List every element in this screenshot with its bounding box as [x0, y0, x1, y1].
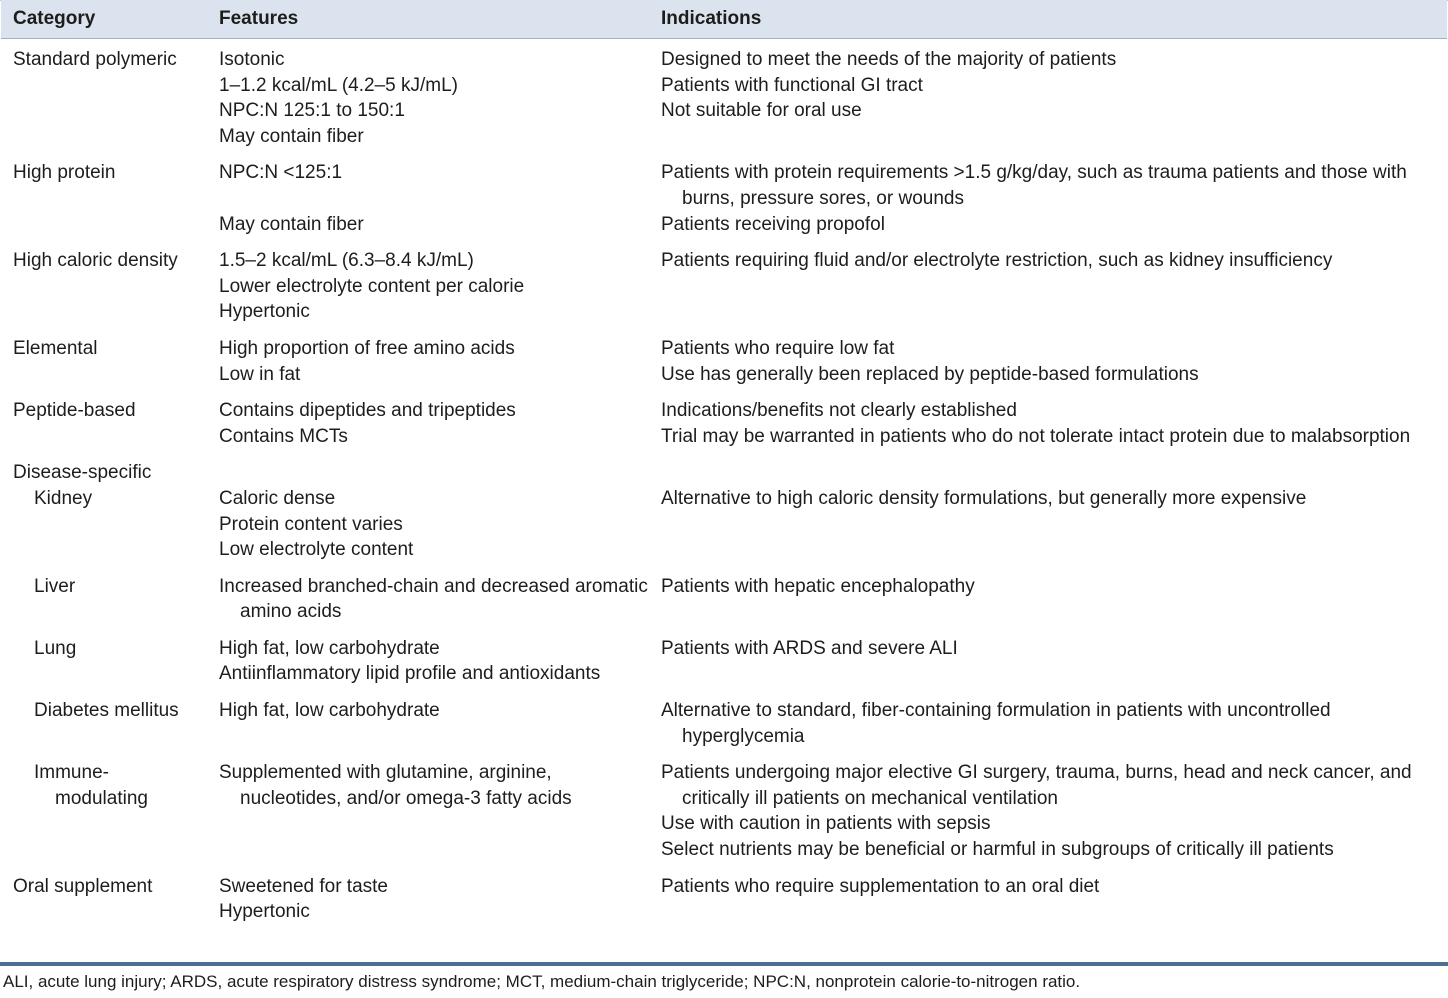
features-cell: Sweetened for taste Hypertonic: [219, 875, 388, 923]
category-cell: Oral supplement: [13, 875, 153, 897]
table-row: [1, 690, 1447, 752]
category-cell: Immune- modulating: [34, 762, 148, 809]
features-cell: NPC:N <125:1 May contain fiber: [219, 162, 364, 235]
features-cell: 1.5–2 kcal/mL (6.3–8.4 kJ/mL) Lower electrolyte content per calorie Hypertonic: [219, 250, 525, 323]
data-table: [1, 0, 1447, 928]
table-row: [1, 486, 1447, 566]
features-cell: Increased branched-chain and decreased aromatic amino acids: [219, 575, 648, 623]
category-cell: High caloric density: [13, 250, 178, 272]
indications-cell: Patients requiring fluid and/or electrolyte restriction, such as kidney insufficiency: [661, 250, 1333, 272]
column-header-features: Features: [207, 0, 649, 39]
indications-cell: Patients with protein requirements >1.5 g/kg/day, such as trauma patients and those with burns, pressure sores, or wounds Patients receiving propofol: [661, 162, 1407, 235]
table-row: [1, 240, 1447, 328]
indications-cell: Patients undergoing major elective GI surgery, trauma, burns, head and neck cancer, and critically ill patients on mechanical ventilation Use with caution in patients with sepsis Select nutrients may be beneficial or harmful in subgroups of critically ill patients: [661, 762, 1412, 861]
category-cell: Elemental: [13, 337, 98, 359]
table-row: [1, 152, 1447, 240]
features-cell: High fat, low carbohydrate Antiinflammatory lipid profile and antioxidants: [219, 637, 601, 685]
category-cell: Liver: [34, 575, 76, 597]
table-row: [1, 866, 1447, 928]
category-cell: Lung: [34, 637, 77, 659]
table-row: [1, 628, 1447, 690]
table-row: [1, 752, 1447, 865]
category-cell: Disease-specific: [13, 462, 152, 484]
features-cell: Supplemented with glutamine, arginine, nucleotides, and/or omega-3 fatty acids: [219, 762, 572, 809]
indications-cell: Patients who require supplementation to an oral diet: [661, 875, 1100, 897]
indications-cell: Alternative to standard, fiber-containing formulation in patients with uncontrolled hyperglycemia: [661, 700, 1331, 747]
table-bottom-rule: [0, 962, 1448, 966]
category-cell: Diabetes mellitus: [34, 700, 179, 722]
features-cell: Caloric dense Protein content varies Low electrolyte content: [219, 487, 414, 561]
category-cell: Peptide-based: [13, 400, 136, 422]
table-row-group-heading: [1, 452, 1447, 486]
table-row: [1, 566, 1447, 628]
column-header-indications: Indications: [649, 0, 1447, 39]
table-body: [1, 39, 1447, 928]
column-header-category: Category: [1, 0, 207, 39]
indications-cell: Indications/benefits not clearly established Trial may be warranted in patients who do not tolerate intact protein due to malabsorption: [661, 400, 1411, 447]
features-cell: Contains dipeptides and tripeptides Contains MCTs: [219, 400, 516, 447]
indications-cell: Designed to meet the needs of the majority of patients Patients with functional GI tract Not suitable for oral use: [661, 49, 1117, 122]
indications-cell: Alternative to high caloric density formulations, but generally more expensive: [661, 487, 1307, 509]
features-cell: High proportion of free amino acids Low in fat: [219, 337, 515, 385]
indications-cell: Patients with ARDS and severe ALI: [661, 637, 958, 659]
table-header: [1, 0, 1447, 39]
features-cell: Isotonic 1–1.2 kcal/mL (4.2–5 kJ/mL) NPC:N 125:1 to 150:1 May contain fiber: [219, 49, 459, 147]
category-cell: Standard polymeric: [13, 49, 177, 70]
table-row: [1, 39, 1447, 153]
features-cell: High fat, low carbohydrate: [219, 700, 440, 722]
category-cell: High protein: [13, 162, 116, 184]
enteral-formulations-table: [1, 0, 1447, 928]
table-row: [1, 390, 1447, 452]
indications-cell: Patients who require low fat Use has generally been replaced by peptide-based formulations: [661, 337, 1199, 385]
indications-cell: Patients with hepatic encephalopathy: [661, 575, 975, 597]
table-footnote: ALI, acute lung injury; ARDS, acute respiratory distress syndrome; MCT, medium-chain triglyceride; NPC:N, nonprotein calorie-to-nitrogen ratio.: [3, 972, 1081, 991]
category-cell: Kidney: [34, 487, 93, 509]
table-row: [1, 328, 1447, 390]
